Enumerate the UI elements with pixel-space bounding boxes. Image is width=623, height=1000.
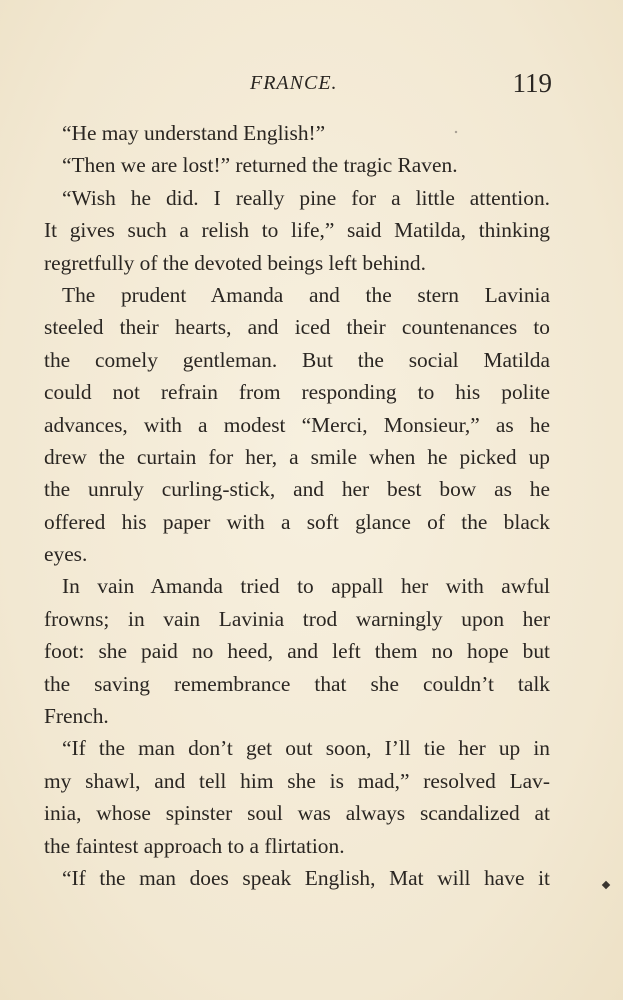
- page-number: 119: [512, 68, 552, 98]
- text-line: drew the curtain for her, a smile when he picked up: [44, 444, 550, 469]
- text-line: offered his paper with a soft glance of the black: [44, 509, 550, 534]
- body-text: [44, 117, 550, 894]
- text-line: frowns; in vain Lavinia trod warningly upon her: [44, 606, 550, 631]
- ink-speck: [602, 881, 610, 889]
- text-line: It gives such a relish to life,” said Matilda, thinking: [44, 218, 550, 243]
- text-line: The prudent Amanda and the stern Lavinia: [62, 282, 550, 307]
- text-line: the unruly curling-stick, and her best bow as he: [44, 477, 550, 502]
- text-line: steeled their hearts, and iced their countenances to: [44, 315, 550, 340]
- text-line: the faintest approach to a flirtation.: [44, 833, 345, 858]
- text-line: foot: she paid no heed, and left them no hope but: [44, 639, 550, 664]
- text-line: could not refrain from responding to his polite: [44, 380, 550, 405]
- text-line: inia, whose spinster soul was always scandalized at: [44, 801, 550, 826]
- text-line: French.: [44, 704, 109, 729]
- text-line: advances, with a modest “Merci, Monsieur,” as he: [44, 412, 550, 437]
- text-line: the comely gentleman. But the social Matilda: [44, 347, 550, 372]
- text-line: regretfully of the devoted beings left behind.: [44, 250, 426, 275]
- text-line: the saving remembrance that she couldn’t talk: [44, 671, 550, 696]
- text-line: eyes.: [44, 542, 88, 567]
- text-line: “He may understand English!”: [62, 121, 326, 145]
- text-line: my shawl, and tell him she is mad,” resolved Lav-: [44, 768, 550, 793]
- page-header: [40, 68, 552, 104]
- text-line: In vain Amanda tried to appall her with awful: [62, 574, 550, 599]
- text-line: “If the man does speak English, Mat will have it: [62, 865, 550, 890]
- text-line: “If the man don’t get out soon, I’ll tie her up in: [62, 736, 550, 761]
- text-line: “Wish he did. I really pine for a little attention.: [62, 185, 550, 210]
- running-head: FRANCE.: [250, 72, 338, 94]
- text-line: “Then we are lost!” returned the tragic Raven.: [62, 153, 458, 178]
